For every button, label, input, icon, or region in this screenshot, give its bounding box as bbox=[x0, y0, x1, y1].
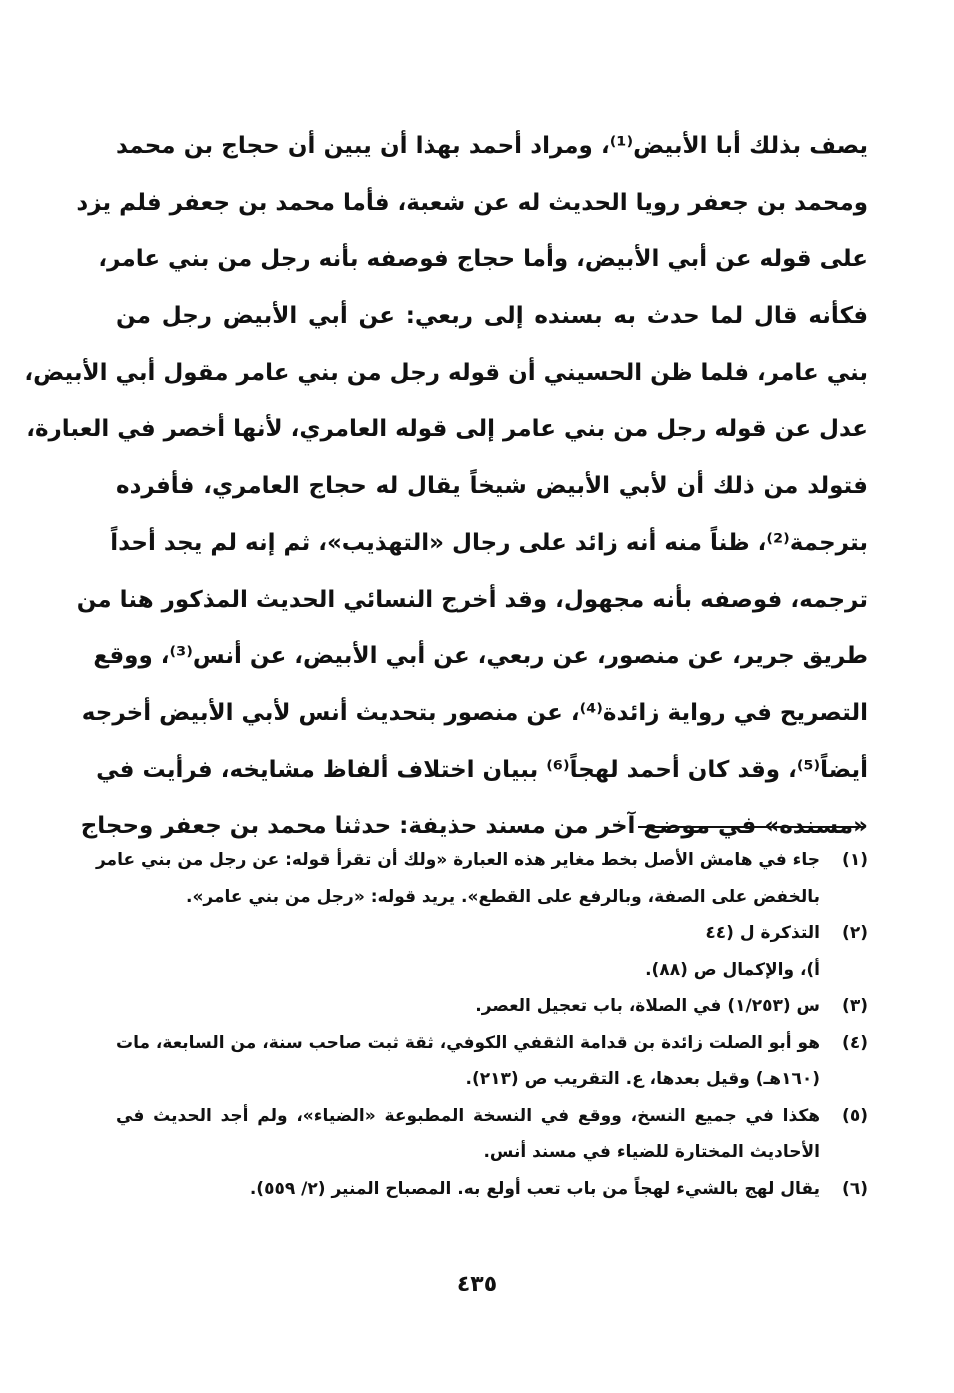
footnote-number: (٢) bbox=[842, 923, 868, 943]
main-text-line: طريق جرير، عن منصور، عن ربعي، عن أبي الأبيض، عن أنس⁽³⁾، ووقع bbox=[93, 643, 868, 670]
main-text-line: بني عامر، فلما ظن الحسيني أن قوله رجل من بني عامر مقول أبي الأبيض، bbox=[24, 359, 868, 386]
footnote-number: (٤) bbox=[842, 1032, 868, 1053]
footnote-text bbox=[116, 1025, 820, 1098]
footnote-line: يقال لهج بالشيء لهجاً من باب تعب أولع به. المصباح المنير (٢/ ٥٥٩). bbox=[249, 1178, 820, 1199]
footnote bbox=[116, 988, 868, 1025]
footnote-text bbox=[116, 1171, 820, 1208]
footnote-number: (٥) bbox=[842, 1105, 868, 1126]
footnote bbox=[95, 842, 868, 915]
footnote bbox=[116, 1171, 868, 1208]
footnote-line: الأحاديث المختارة للضياء في مسند أنس. bbox=[483, 1142, 820, 1162]
footnote-text bbox=[116, 915, 820, 988]
footnote-line: س (١/٢٥٣) في الصلاة، باب تعجيل العصر. bbox=[475, 996, 820, 1016]
footnote bbox=[116, 1025, 868, 1098]
main-text-line: بترجمة⁽²⁾، ظناً منه أنه زائد على رجال «التهذيب»، ثم إنه لم يجد أحداً bbox=[110, 529, 868, 556]
main-text-line: ومحمد بن جعفر رويا الحديث له عن شعبة، فأما محمد بن جعفر فلم يزد bbox=[76, 189, 868, 216]
main-text bbox=[24, 118, 868, 855]
footnote-line: (١٦٠هـ) وقيل بعدها، ع. التقريب ص (٢١٣). bbox=[465, 1069, 820, 1089]
footnote-number: (٣) bbox=[842, 996, 868, 1016]
main-text-line: فكأنه قال لما حدث به بسنده إلى ربعي: عن أبي الأبيض رجل من bbox=[116, 303, 868, 330]
footnote-number: (١) bbox=[842, 850, 868, 870]
main-text-line: «مسنده» في موضع آخر من مسند حذيفة: حدثنا محمد بن جعفر وحجاج bbox=[80, 813, 868, 840]
main-text-line: يصف بذلك أبا الأبيض⁽¹⁾، ومراد أحمد بهذا أن يبين أن حجاج بن محمد bbox=[116, 133, 868, 159]
footnote-text bbox=[116, 988, 820, 1025]
footnote-text bbox=[116, 1098, 820, 1171]
page-number: ٤٣٥ bbox=[456, 1272, 498, 1297]
main-text-line: فتولد من ذلك أن لأبي الأبيض شيخاً يقال له حجاج العامري، فأفرده bbox=[116, 473, 868, 500]
footnote-line: هو أبو الصلت زائدة بن قدامة الثقفي الكوفي، ثقة ثبت صاحب سنة، من السابعة، مات bbox=[116, 1032, 820, 1053]
footnote-text bbox=[96, 842, 820, 915]
footnote-separator bbox=[638, 826, 864, 828]
footnote-line: بالخفض على الصفة، وبالرفع على القطع». يريد قوله: «رجل من بني عامر». bbox=[185, 886, 820, 907]
main-text-line: أيضاً⁽⁵⁾، وقد كان أحمد لهجاً⁽⁶⁾ ببيان اختلاف ألفاظ مشايخه، فرأيت في bbox=[96, 756, 868, 783]
footnote-number: (٦) bbox=[842, 1178, 868, 1199]
footnotes bbox=[95, 842, 868, 1207]
footnote-line: جاء في هامش الأصل بخط مغاير هذه العبارة «ولك أن تقرأ قوله: عن رجل من بني عامر bbox=[95, 850, 820, 870]
footnote bbox=[116, 915, 868, 988]
footnote-line: التذكرة ل (٤٤ bbox=[705, 923, 820, 943]
main-text-line: التصريح في رواية زائدة⁽⁴⁾، عن منصور بتحديث أنس لأبي الأبيض أخرجه bbox=[81, 699, 868, 726]
footnote-line: هكذا في جميع النسخ، ووقع في النسخة المطبوعة «الضياء»، ولم أجد الحديث في bbox=[116, 1105, 820, 1126]
footnote bbox=[116, 1098, 868, 1171]
main-text-line: على قوله عن أبي الأبيض، وأما حجاج فوصفه بأنه رجل من بني عامر، bbox=[98, 246, 868, 273]
footnote-line: أ)، والإكمال ص (٨٨). bbox=[645, 959, 820, 980]
main-text-line: ترجمه، فوصفه بأنه مجهول، وقد أخرج النسائي الحديث المذكور هنا من bbox=[76, 586, 868, 613]
main-text-line: عدل عن قوله رجل من بني عامر إلى قوله العامري، لأنها أخصر في العبارة، bbox=[26, 416, 868, 443]
